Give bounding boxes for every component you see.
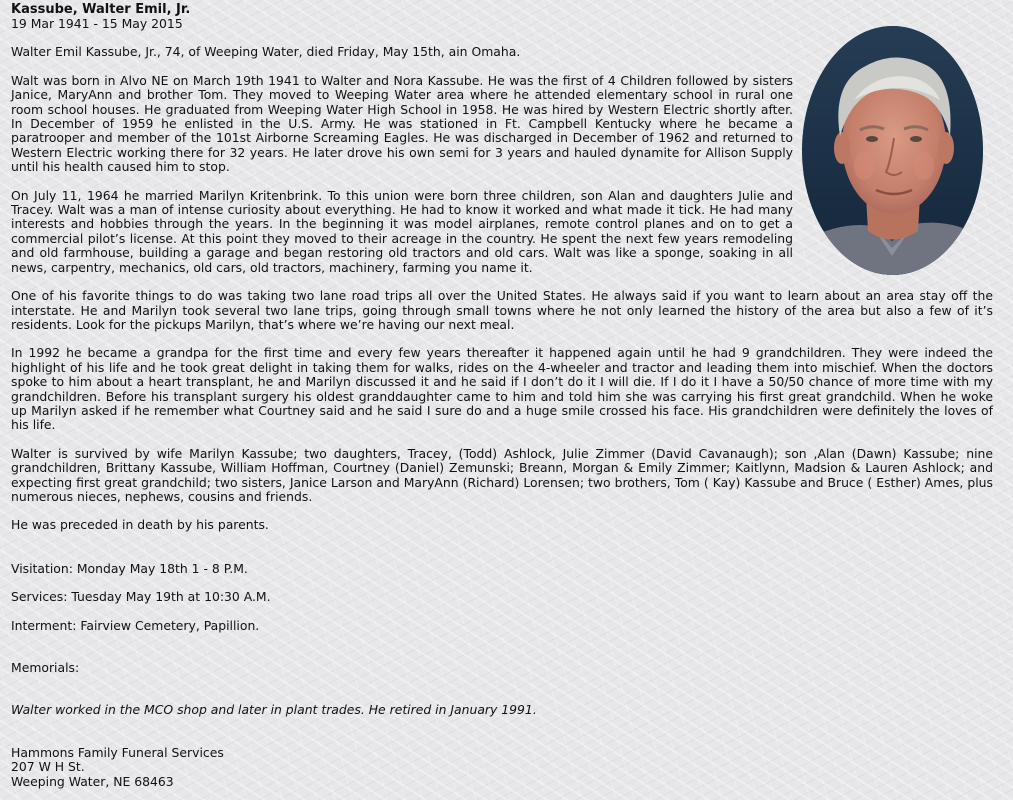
services-line: Services: Tuesday May 19th at 10:30 A.M. <box>11 589 271 605</box>
memorials-line: Memorials: <box>11 660 80 675</box>
obituary-name: Kassube, Walter Emil, Jr. <box>11 2 191 17</box>
funeral-home-city: Weeping Water, NE 68463 <box>11 773 174 789</box>
funeral-home-name: Hammons Family Funeral Services <box>11 744 224 760</box>
work-note: Walter worked in the MCO shop and later in plant trades. He retired in January 1991. <box>11 702 537 718</box>
life-dates: 19 Mar 1941 - 15 May 2015 <box>11 16 183 31</box>
biography-paragraph-road-trips: One of his favorite things to do was taking two lane road trips all over the United States. He always said if you want to learn about an area stay off the interstate. He and Marilyn took several two lane trips, going through small towns where he not only learned the history of the area but also a few of it’s residents. Look for the pickups Marilyn, that’s where we’re having our next meal. <box>11 288 993 332</box>
biography-paragraph-marriage: On July 11, 1964 he married Marilyn Kritenbrink. To this union were born three children, son Alan and daughters Julie and Tracey. Walt was a man of intense curiosity about everything. He had to know it worked and what made it tick. He had many interests and hobbies through the years. In the beginning it was model airplanes, remote control planes and on to get a commercial pilot’s license. At this point they moved to their acreage in the country. He spent the next few years remodeling and old farmhouse, building a garage and began restoring old tractors and old cars. Walt was like a sponge, soaking in all news, carpentry, mechanics, old cars, old tractors, machinery, farming you name it. <box>11 187 793 275</box>
survivors-paragraph: Walter is survived by wife Marilyn Kassube; two daughters, Tracey, (Todd) Ashlock, Julie Zimmer (David Cavanaugh); son ,Alan (Dawn) Kassube; nine grandchildren, Brittany Kassube, William Hoffman, Courtney (Daniel) Zemunski; Breann, Morgan & Emily Zimmer; Kaitlynn, Madsion & Lauren Ashlock; and expecting first great grandchild; two sisters, Janice Larson and MaryAnn (Richard) Lorensen; two brothers, Tom ( Kay) Kassube and Bruce ( Esther) Ames, plus numerous nieces, nephews, cousins and friends. <box>11 445 993 504</box>
visitation-line: Visitation: Monday May 18th 1 - 8 P.M. <box>11 560 248 576</box>
interment-line: Interment: Fairview Cemetery, Papillion. <box>11 617 260 633</box>
biography-paragraph-early-life: Walt was born in Alvo NE on March 19th 1941 to Walter and Nora Kassube. He was the first of 4 Children followed by sisters Janice, MaryAnn and brother Tom. They moved to Weeping Water area where he attended elementary school in rural one room school houses. He graduated from Weeping Water High School in 1958. He was hired by Western Electric shortly after. In December of 1959 he enlisted in the U.S. Army. He was stationed in Ft. Campbell Kentucky where he became a paratrooper and member of the 101st Airborne Screaming Eagles. He was discharged in December of 1962 and returned to Western Electric working there for 32 years. He later drove his own semi for 3 years and hauled dynamite for Allison Supply until his health caused him to stop. <box>11 72 793 175</box>
intro-paragraph: Walter Emil Kassube, Jr., 74, of Weeping Water, died Friday, May 15th, ain Omaha. <box>11 44 521 60</box>
preceded-in-death-paragraph: He was preceded in death by his parents. <box>11 517 269 533</box>
funeral-home-street: 207 W H St. <box>11 759 85 775</box>
biography-paragraph-grandchildren: In 1992 he became a grandpa for the first time and every few years thereafter it happened again until he had 9 grandchildren. They were indeed the highlight of his life and he took great delight in taking them for walks, rides on the 4-wheeler and tractor and leading them into mischief. When the doctors spoke to him about a heart transplant, he and Marilyn discussed it and he said if I don’t do it I will die. If I do it I have a 50/50 chance of more time with my grandchildren. Before his transplant surgery his oldest granddaughter came to him and told him she was carrying his first great grandchild. When he woke up Marilyn asked if he remember what Courtney said and he said I sure do and a huge smile crossed his face. His grandchildren were definitely the loves of his life. <box>11 345 993 433</box>
portrait-photo <box>802 26 983 275</box>
